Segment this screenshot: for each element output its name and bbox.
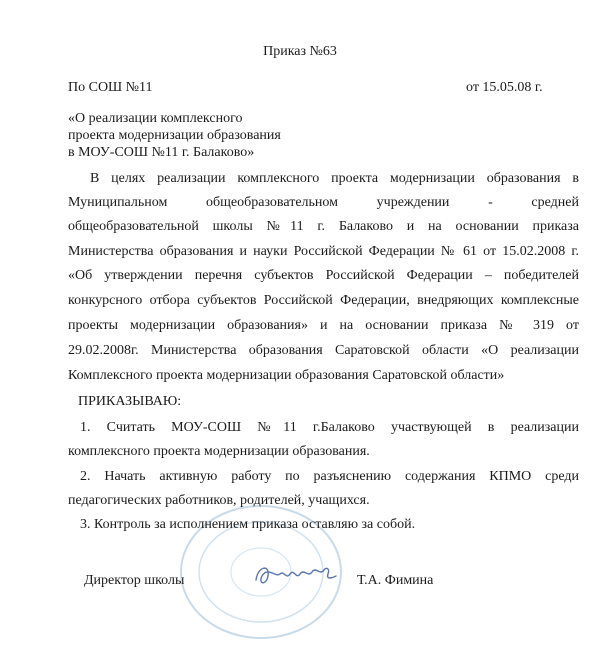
preamble-line: В целях реализации комплексного проекта модернизации образования в bbox=[90, 171, 579, 186]
preamble-line: общеобразовательной школы №11 г. Балаково и на основании приказа bbox=[68, 219, 579, 234]
subject-line: в МОУ-СОШ №11 г. Балаково» bbox=[68, 145, 255, 160]
order-item-1: 1. Считать МОУ-СОШ №11 г.Балаково участвующей в реализации bbox=[80, 420, 579, 435]
preamble-line: Муниципальном общеобразовательном учреждении - средней bbox=[68, 195, 579, 210]
preamble-line: конкурсного отбора субъектов Российской Федерации, внедряющих комплексные bbox=[68, 293, 579, 308]
handwritten-signature-icon bbox=[250, 558, 340, 594]
preamble-line: Комплексного проекта модернизации образования Саратовской области» bbox=[68, 368, 505, 383]
order-item-2-cont: педагогических работников, родителей, учащихся. bbox=[68, 493, 370, 508]
signer-name: Т.А. Фимина bbox=[357, 573, 434, 588]
preamble-line: Министерства образования и науки Российской Федерации № 61 от 15.02.2008 г. bbox=[68, 244, 579, 259]
subject-line: «О реализации комплексного bbox=[68, 111, 243, 126]
order-title: Приказ №63 bbox=[263, 44, 337, 59]
preamble-line: «Об утверждении перечня субъектов Российской Федерации – победителей bbox=[68, 268, 579, 283]
order-item-3: 3. Контроль за исполнением приказа оставляю за собой. bbox=[80, 517, 416, 532]
order-item-2: 2. Начать активную работу по разъяснению содержания КПМО среди bbox=[80, 469, 579, 484]
subject-line: проекта модернизации образования bbox=[68, 128, 281, 143]
signer-position: Директор школы bbox=[84, 573, 185, 588]
preamble-line: 29.02.2008г. Министерства образования Саратовской области «О реализации bbox=[68, 343, 579, 358]
preamble-line: проекты модернизации образования» и на основании приказа № 319 от bbox=[68, 318, 579, 333]
school-name: По СОШ №11 bbox=[68, 80, 153, 95]
order-word: ПРИКАЗЫВАЮ: bbox=[78, 394, 182, 409]
order-subject bbox=[68, 110, 281, 161]
order-date: от 15.05.08 г. bbox=[466, 80, 543, 95]
order-item-1-cont: комплексного проекта модернизации образования. bbox=[68, 444, 370, 459]
